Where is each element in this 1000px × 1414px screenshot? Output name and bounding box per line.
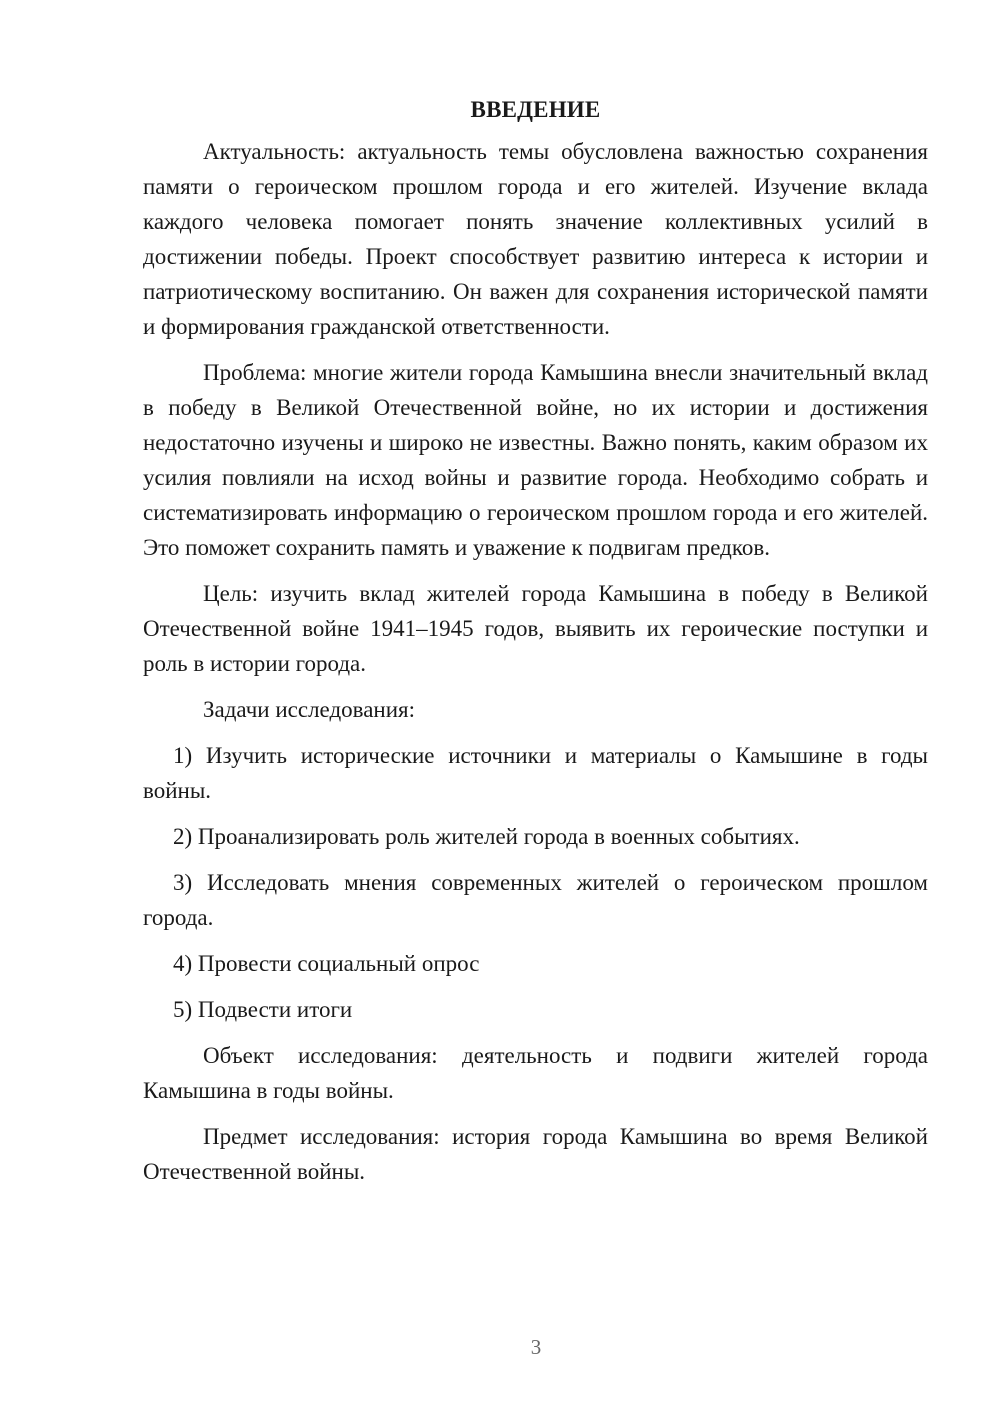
paragraph-problem: Проблема: многие жители города Камышина внесли значительный вклад в победу в Великой Отечественной войне, но их истории и достижения недостаточно изучены и широко не известны. Важно понять, каким образом их усилия повлияли на исход войны и развитие города. Необходимо собрать и систематизировать информацию о героическом прошлом города и его жителей. Это поможет сохранить память и уважение к подвигам предков.: [143, 360, 928, 560]
paragraph-subject: Предмет исследования: история города Камышина во время Великой Отечественной войны.: [143, 1124, 928, 1184]
page-content: [143, 96, 928, 1189]
paragraph-relevance: Актуальность: актуальность темы обусловлена важностью сохранения памяти о героическом прошлом города и его жителей. Изучение вклада каждого человека помогает понять значение коллективных усилий в достижении победы. Проект способствует развитию интереса к истории и патриотическому воспитанию. Он важен для сохранения исторической памяти и формирования гражданской ответственности.: [143, 139, 928, 339]
page-number: 3: [530, 1335, 542, 1359]
task-item-4: 4) Провести социальный опрос: [173, 951, 480, 976]
page-title: ВВЕДЕНИЕ: [470, 97, 601, 122]
task-item-1: 1) Изучить исторические источники и материалы о Камышине в годы войны.: [143, 743, 928, 803]
paragraph-goal: Цель: изучить вклад жителей города Камышина в победу в Великой Отечественной войне 1941–1945 годов, выявить их героические поступки и роль в истории города.: [143, 581, 928, 676]
tasks-heading: Задачи исследования:: [203, 697, 416, 722]
paragraph-object: Объект исследования: деятельность и подвиги жителей города Камышина в годы войны.: [143, 1043, 928, 1103]
task-item-2: 2) Проанализировать роль жителей города в военных событиях.: [173, 824, 800, 849]
task-item-5: 5) Подвести итоги: [173, 997, 353, 1022]
task-item-3: 3) Исследовать мнения современных жителей о героическом прошлом города.: [143, 870, 928, 930]
